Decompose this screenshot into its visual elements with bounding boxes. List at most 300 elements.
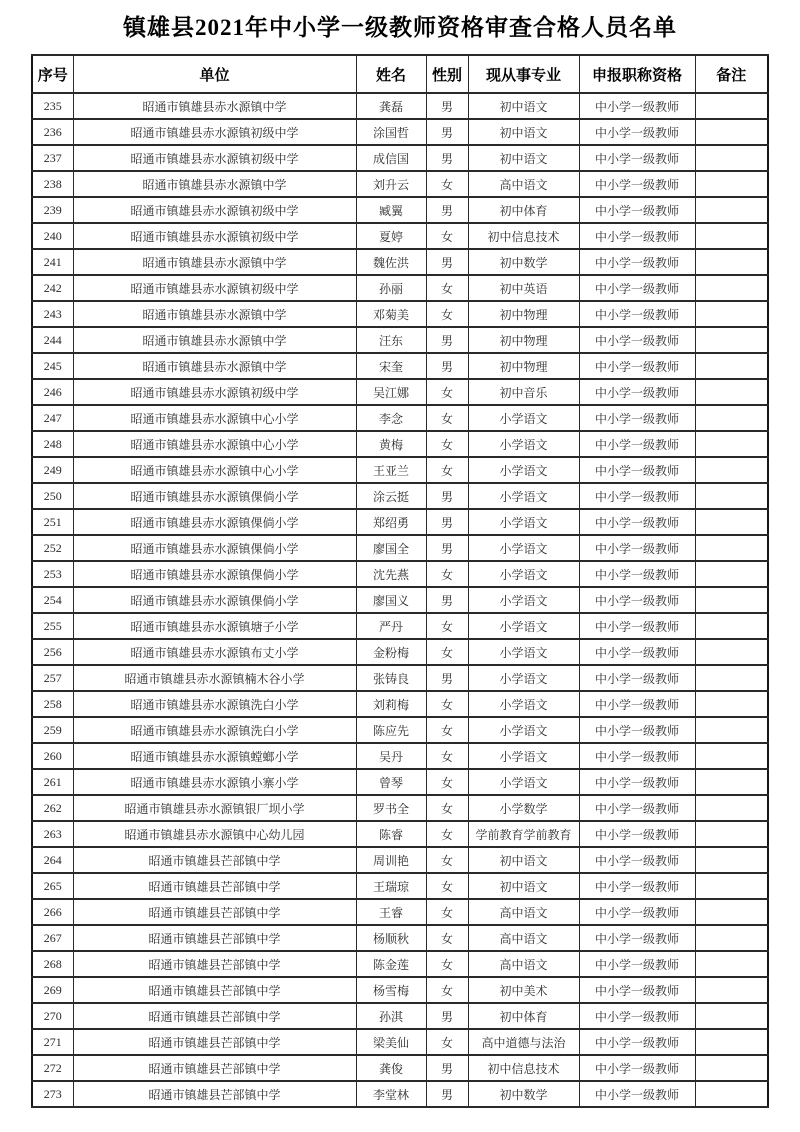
cell-seq: 252: [32, 535, 73, 561]
cell-title: 中小学一级教师: [579, 275, 695, 301]
cell-remark: [695, 925, 768, 951]
cell-remark: [695, 951, 768, 977]
cell-remark: [695, 1003, 768, 1029]
cell-remark: [695, 379, 768, 405]
cell-seq: 237: [32, 145, 73, 171]
table-row: [32, 743, 768, 769]
cell-subject: 初中物理: [468, 301, 579, 327]
cell-gender: 女: [426, 925, 468, 951]
cell-gender: 女: [426, 873, 468, 899]
cell-subject: 小学语文: [468, 405, 579, 431]
cell-unit: 昭通市镇雄县赤水源镇螳螂小学: [73, 743, 356, 769]
cell-remark: [695, 197, 768, 223]
cell-name: 杨雪梅: [356, 977, 426, 1003]
cell-name: 臧翼: [356, 197, 426, 223]
cell-remark: [695, 1029, 768, 1055]
cell-title: 中小学一级教师: [579, 899, 695, 925]
cell-seq: 248: [32, 431, 73, 457]
cell-unit: 昭通市镇雄县赤水源镇初级中学: [73, 275, 356, 301]
cell-name: 廖国义: [356, 587, 426, 613]
cell-unit: 昭通市镇雄县赤水源镇楠木谷小学: [73, 665, 356, 691]
cell-remark: [695, 691, 768, 717]
cell-name: 刘升云: [356, 171, 426, 197]
cell-remark: [695, 535, 768, 561]
column-header-title: 申报职称资格: [579, 55, 695, 93]
cell-gender: 女: [426, 899, 468, 925]
table-row: [32, 327, 768, 353]
cell-seq: 238: [32, 171, 73, 197]
cell-subject: 初中信息技术: [468, 1055, 579, 1081]
cell-subject: 初中信息技术: [468, 223, 579, 249]
table-row: [32, 197, 768, 223]
cell-unit: 昭通市镇雄县赤水源镇倮倘小学: [73, 509, 356, 535]
cell-seq: 240: [32, 223, 73, 249]
cell-unit: 昭通市镇雄县赤水源镇初级中学: [73, 119, 356, 145]
cell-remark: [695, 743, 768, 769]
cell-remark: [695, 405, 768, 431]
cell-title: 中小学一级教师: [579, 535, 695, 561]
cell-subject: 小学语文: [468, 717, 579, 743]
cell-gender: 男: [426, 535, 468, 561]
cell-gender: 男: [426, 509, 468, 535]
cell-title: 中小学一级教师: [579, 665, 695, 691]
cell-name: 张铸良: [356, 665, 426, 691]
cell-name: 沈先燕: [356, 561, 426, 587]
cell-gender: 女: [426, 977, 468, 1003]
cell-gender: 女: [426, 951, 468, 977]
cell-unit: 昭通市镇雄县赤水源镇洗白小学: [73, 691, 356, 717]
cell-name: 金粉梅: [356, 639, 426, 665]
table-row: [32, 275, 768, 301]
cell-unit: 昭通市镇雄县芒部镇中学: [73, 873, 356, 899]
cell-gender: 女: [426, 613, 468, 639]
cell-name: 陈应先: [356, 717, 426, 743]
cell-remark: [695, 613, 768, 639]
cell-remark: [695, 561, 768, 587]
cell-gender: 男: [426, 1081, 468, 1107]
column-header-unit: 单位: [73, 55, 356, 93]
cell-seq: 270: [32, 1003, 73, 1029]
page-title: 镇雄县2021年中小学一级教师资格审查合格人员名单: [123, 15, 677, 40]
cell-title: 中小学一级教师: [579, 509, 695, 535]
cell-seq: 236: [32, 119, 73, 145]
cell-subject: 小学数学: [468, 795, 579, 821]
cell-gender: 男: [426, 353, 468, 379]
cell-title: 中小学一级教师: [579, 847, 695, 873]
cell-gender: 女: [426, 769, 468, 795]
cell-seq: 243: [32, 301, 73, 327]
table-row: [32, 405, 768, 431]
cell-title: 中小学一级教师: [579, 639, 695, 665]
cell-gender: 男: [426, 483, 468, 509]
cell-subject: 小学语文: [468, 509, 579, 535]
cell-remark: [695, 301, 768, 327]
cell-title: 中小学一级教师: [579, 145, 695, 171]
cell-seq: 239: [32, 197, 73, 223]
table-row: [32, 899, 768, 925]
cell-title: 中小学一级教师: [579, 795, 695, 821]
cell-title: 中小学一级教师: [579, 353, 695, 379]
cell-unit: 昭通市镇雄县赤水源镇布丈小学: [73, 639, 356, 665]
cell-unit: 昭通市镇雄县赤水源镇初级中学: [73, 145, 356, 171]
cell-unit: 昭通市镇雄县赤水源镇中学: [73, 171, 356, 197]
cell-remark: [695, 1081, 768, 1107]
table-row: [32, 483, 768, 509]
cell-subject: 高中语文: [468, 925, 579, 951]
table-row: [32, 639, 768, 665]
cell-title: 中小学一级教师: [579, 691, 695, 717]
cell-seq: 256: [32, 639, 73, 665]
cell-title: 中小学一级教师: [579, 873, 695, 899]
cell-remark: [695, 223, 768, 249]
cell-subject: 初中体育: [468, 1003, 579, 1029]
cell-subject: 初中语文: [468, 873, 579, 899]
cell-unit: 昭通市镇雄县赤水源镇中心小学: [73, 457, 356, 483]
cell-remark: [695, 275, 768, 301]
cell-name: 廖国全: [356, 535, 426, 561]
cell-unit: 昭通市镇雄县赤水源镇中学: [73, 249, 356, 275]
cell-unit: 昭通市镇雄县赤水源镇中心幼儿园: [73, 821, 356, 847]
table-row: [32, 873, 768, 899]
table-row: [32, 379, 768, 405]
cell-subject: 初中物理: [468, 327, 579, 353]
table-row: [32, 925, 768, 951]
cell-title: 中小学一级教师: [579, 1003, 695, 1029]
cell-title: 中小学一级教师: [579, 119, 695, 145]
cell-unit: 昭通市镇雄县赤水源镇中学: [73, 327, 356, 353]
cell-gender: 女: [426, 639, 468, 665]
cell-subject: 初中语文: [468, 145, 579, 171]
cell-subject: 高中道德与法治: [468, 1029, 579, 1055]
cell-remark: [695, 431, 768, 457]
cell-title: 中小学一级教师: [579, 613, 695, 639]
cell-remark: [695, 587, 768, 613]
cell-title: 中小学一级教师: [579, 1055, 695, 1081]
cell-remark: [695, 977, 768, 1003]
cell-remark: [695, 171, 768, 197]
cell-subject: 小学语文: [468, 613, 579, 639]
cell-subject: 初中语文: [468, 119, 579, 145]
cell-subject: 初中数学: [468, 249, 579, 275]
cell-unit: 昭通市镇雄县芒部镇中学: [73, 1055, 356, 1081]
cell-title: 中小学一级教师: [579, 93, 695, 119]
table-row: [32, 93, 768, 119]
table-row: [32, 561, 768, 587]
cell-unit: 昭通市镇雄县芒部镇中学: [73, 1081, 356, 1107]
table-row: [32, 1003, 768, 1029]
table-row: [32, 795, 768, 821]
cell-name: 杨顺秋: [356, 925, 426, 951]
cell-remark: [695, 145, 768, 171]
cell-name: 孙丽: [356, 275, 426, 301]
cell-remark: [695, 795, 768, 821]
cell-seq: 249: [32, 457, 73, 483]
cell-unit: 昭通市镇雄县赤水源镇中学: [73, 301, 356, 327]
cell-name: 龚俊: [356, 1055, 426, 1081]
cell-name: 陈睿: [356, 821, 426, 847]
cell-seq: 257: [32, 665, 73, 691]
cell-subject: 小学语文: [468, 587, 579, 613]
cell-remark: [695, 119, 768, 145]
cell-subject: 高中语文: [468, 951, 579, 977]
cell-name: 刘莉梅: [356, 691, 426, 717]
cell-unit: 昭通市镇雄县赤水源镇倮倘小学: [73, 587, 356, 613]
cell-subject: 小学语文: [468, 769, 579, 795]
cell-seq: 235: [32, 93, 73, 119]
cell-subject: 高中语文: [468, 899, 579, 925]
cell-gender: 男: [426, 93, 468, 119]
cell-subject: 初中美术: [468, 977, 579, 1003]
cell-remark: [695, 353, 768, 379]
cell-seq: 262: [32, 795, 73, 821]
cell-gender: 男: [426, 1055, 468, 1081]
cell-gender: 女: [426, 795, 468, 821]
cell-title: 中小学一级教师: [579, 457, 695, 483]
cell-gender: 女: [426, 691, 468, 717]
table-row: [32, 171, 768, 197]
cell-title: 中小学一级教师: [579, 301, 695, 327]
table-row: [32, 249, 768, 275]
cell-subject: 高中语文: [468, 171, 579, 197]
cell-gender: 男: [426, 1003, 468, 1029]
table-row: [32, 977, 768, 1003]
cell-seq: 245: [32, 353, 73, 379]
cell-name: 李堂林: [356, 1081, 426, 1107]
cell-seq: 241: [32, 249, 73, 275]
cell-remark: [695, 717, 768, 743]
cell-seq: 247: [32, 405, 73, 431]
cell-remark: [695, 639, 768, 665]
cell-unit: 昭通市镇雄县赤水源镇塘子小学: [73, 613, 356, 639]
table-row: [32, 509, 768, 535]
cell-gender: 女: [426, 379, 468, 405]
column-header-gender: 性别: [426, 55, 468, 93]
cell-seq: 267: [32, 925, 73, 951]
cell-seq: 242: [32, 275, 73, 301]
table-row: [32, 613, 768, 639]
cell-name: 邓菊美: [356, 301, 426, 327]
cell-seq: 264: [32, 847, 73, 873]
cell-gender: 女: [426, 1029, 468, 1055]
cell-title: 中小学一级教师: [579, 223, 695, 249]
cell-gender: 男: [426, 327, 468, 353]
cell-name: 吴江娜: [356, 379, 426, 405]
cell-seq: 266: [32, 899, 73, 925]
cell-unit: 昭通市镇雄县芒部镇中学: [73, 977, 356, 1003]
cell-gender: 女: [426, 171, 468, 197]
cell-gender: 女: [426, 717, 468, 743]
cell-remark: [695, 821, 768, 847]
table-row: [32, 691, 768, 717]
cell-gender: 女: [426, 847, 468, 873]
cell-subject: 小学语文: [468, 431, 579, 457]
cell-gender: 女: [426, 431, 468, 457]
cell-title: 中小学一级教师: [579, 951, 695, 977]
cell-seq: 251: [32, 509, 73, 535]
cell-unit: 昭通市镇雄县赤水源镇倮倘小学: [73, 561, 356, 587]
cell-gender: 女: [426, 275, 468, 301]
cell-name: 孙淇: [356, 1003, 426, 1029]
cell-seq: 244: [32, 327, 73, 353]
cell-title: 中小学一级教师: [579, 483, 695, 509]
table-row: [32, 457, 768, 483]
cell-unit: 昭通市镇雄县赤水源镇初级中学: [73, 197, 356, 223]
table-row: [32, 301, 768, 327]
cell-gender: 男: [426, 587, 468, 613]
cell-unit: 昭通市镇雄县赤水源镇中学: [73, 353, 356, 379]
cell-remark: [695, 873, 768, 899]
cell-name: 夏婷: [356, 223, 426, 249]
cell-remark: [695, 769, 768, 795]
table-row: [32, 665, 768, 691]
cell-unit: 昭通市镇雄县赤水源镇倮倘小学: [73, 483, 356, 509]
cell-seq: 260: [32, 743, 73, 769]
cell-subject: 小学语文: [468, 639, 579, 665]
cell-gender: 女: [426, 743, 468, 769]
table-row: [32, 587, 768, 613]
table-row: [32, 847, 768, 873]
cell-remark: [695, 1055, 768, 1081]
cell-unit: 昭通市镇雄县赤水源镇银厂坝小学: [73, 795, 356, 821]
cell-seq: 261: [32, 769, 73, 795]
cell-unit: 昭通市镇雄县芒部镇中学: [73, 925, 356, 951]
cell-seq: 246: [32, 379, 73, 405]
table-body: [32, 93, 768, 1107]
cell-seq: 263: [32, 821, 73, 847]
cell-gender: 女: [426, 223, 468, 249]
table-row: [32, 223, 768, 249]
cell-title: 中小学一级教师: [579, 717, 695, 743]
cell-gender: 男: [426, 197, 468, 223]
table-row: [32, 145, 768, 171]
cell-seq: 258: [32, 691, 73, 717]
table-row: [32, 717, 768, 743]
table-row: [32, 951, 768, 977]
cell-unit: 昭通市镇雄县赤水源镇中心小学: [73, 405, 356, 431]
cell-seq: 250: [32, 483, 73, 509]
cell-name: 汪东: [356, 327, 426, 353]
cell-subject: 小学语文: [468, 665, 579, 691]
cell-subject: 学前教育学前教育: [468, 821, 579, 847]
cell-subject: 小学语文: [468, 457, 579, 483]
cell-title: 中小学一级教师: [579, 379, 695, 405]
cell-title: 中小学一级教师: [579, 587, 695, 613]
cell-unit: 昭通市镇雄县赤水源镇小寨小学: [73, 769, 356, 795]
cell-name: 罗书全: [356, 795, 426, 821]
column-header-seq: 序号: [32, 55, 73, 93]
cell-title: 中小学一级教师: [579, 327, 695, 353]
cell-name: 成信国: [356, 145, 426, 171]
cell-gender: 女: [426, 405, 468, 431]
cell-title: 中小学一级教师: [579, 925, 695, 951]
cell-title: 中小学一级教师: [579, 769, 695, 795]
cell-name: 陈金莲: [356, 951, 426, 977]
cell-name: 黄梅: [356, 431, 426, 457]
cell-subject: 小学语文: [468, 743, 579, 769]
cell-gender: 女: [426, 821, 468, 847]
cell-seq: 265: [32, 873, 73, 899]
cell-subject: 初中语文: [468, 847, 579, 873]
cell-unit: 昭通市镇雄县赤水源镇初级中学: [73, 223, 356, 249]
cell-name: 王睿: [356, 899, 426, 925]
table-row: [32, 431, 768, 457]
table-row: [32, 119, 768, 145]
cell-seq: 273: [32, 1081, 73, 1107]
cell-unit: 昭通市镇雄县芒部镇中学: [73, 847, 356, 873]
cell-name: 严丹: [356, 613, 426, 639]
cell-name: 曾琴: [356, 769, 426, 795]
table-row: [32, 1081, 768, 1107]
column-header-subject: 现从事专业: [468, 55, 579, 93]
cell-subject: 初中数学: [468, 1081, 579, 1107]
cell-unit: 昭通市镇雄县芒部镇中学: [73, 951, 356, 977]
table-row: [32, 821, 768, 847]
cell-title: 中小学一级教师: [579, 561, 695, 587]
cell-title: 中小学一级教师: [579, 197, 695, 223]
cell-name: 梁美仙: [356, 1029, 426, 1055]
table-header-row: [32, 55, 768, 93]
cell-gender: 男: [426, 665, 468, 691]
cell-seq: 253: [32, 561, 73, 587]
cell-title: 中小学一级教师: [579, 743, 695, 769]
teacher-roster-table: [31, 54, 769, 1108]
cell-seq: 255: [32, 613, 73, 639]
cell-remark: [695, 899, 768, 925]
cell-name: 李念: [356, 405, 426, 431]
column-header-name: 姓名: [356, 55, 426, 93]
cell-title: 中小学一级教师: [579, 405, 695, 431]
cell-name: 郑绍勇: [356, 509, 426, 535]
cell-subject: 小学语文: [468, 561, 579, 587]
cell-unit: 昭通市镇雄县赤水源镇中学: [73, 93, 356, 119]
cell-subject: 初中英语: [468, 275, 579, 301]
cell-name: 涂国哲: [356, 119, 426, 145]
cell-name: 涂云挺: [356, 483, 426, 509]
cell-gender: 男: [426, 249, 468, 275]
cell-unit: 昭通市镇雄县芒部镇中学: [73, 1029, 356, 1055]
cell-seq: 269: [32, 977, 73, 1003]
cell-gender: 女: [426, 561, 468, 587]
cell-name: 王瑞琼: [356, 873, 426, 899]
cell-seq: 268: [32, 951, 73, 977]
table-row: [32, 769, 768, 795]
cell-remark: [695, 509, 768, 535]
cell-name: 宋奎: [356, 353, 426, 379]
cell-gender: 男: [426, 119, 468, 145]
table-row: [32, 1055, 768, 1081]
cell-subject: 小学语文: [468, 535, 579, 561]
table-row: [32, 1029, 768, 1055]
cell-title: 中小学一级教师: [579, 821, 695, 847]
table-row: [32, 535, 768, 561]
cell-gender: 男: [426, 145, 468, 171]
cell-unit: 昭通市镇雄县赤水源镇倮倘小学: [73, 535, 356, 561]
cell-name: 周训艳: [356, 847, 426, 873]
cell-subject: 初中语文: [468, 93, 579, 119]
cell-subject: 初中体育: [468, 197, 579, 223]
cell-subject: 初中音乐: [468, 379, 579, 405]
cell-title: 中小学一级教师: [579, 249, 695, 275]
cell-subject: 初中物理: [468, 353, 579, 379]
cell-remark: [695, 483, 768, 509]
cell-subject: 小学语文: [468, 483, 579, 509]
cell-title: 中小学一级教师: [579, 431, 695, 457]
cell-name: 吴丹: [356, 743, 426, 769]
cell-unit: 昭通市镇雄县芒部镇中学: [73, 1003, 356, 1029]
cell-remark: [695, 249, 768, 275]
cell-gender: 女: [426, 457, 468, 483]
cell-remark: [695, 457, 768, 483]
